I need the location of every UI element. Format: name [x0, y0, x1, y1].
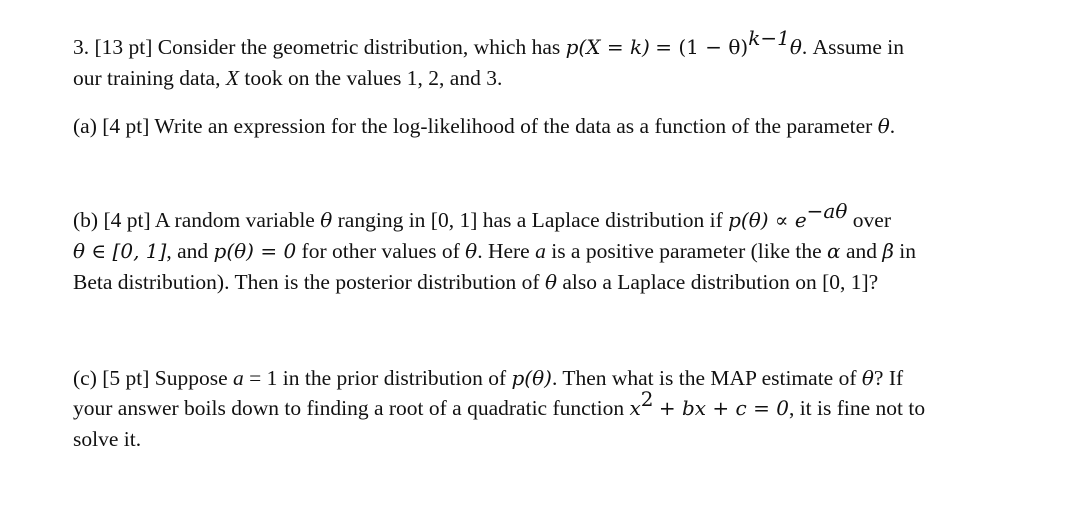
pmf-lhs: p(X = k) [565, 35, 650, 59]
part-c-line-2 [73, 387, 926, 420]
part-a-text: Write an expression for the log-likelihood of the data as a function of the parameter [154, 114, 873, 138]
part-a [73, 116, 895, 138]
question-header: 3. [13 pt] [73, 35, 153, 59]
part-b-l2-text-b: for other values of [301, 239, 460, 263]
part-b-line-2 [73, 241, 916, 263]
beta-symbol: β [882, 239, 894, 263]
pmf-rhs: (1 − θ) [678, 35, 749, 59]
pmf-theta: θ [789, 35, 802, 59]
part-c-l2-text-b: , it is fine not to [788, 396, 926, 420]
part-a-theta: θ [877, 114, 890, 138]
quadratic-x: x [629, 396, 641, 420]
part-b-l3-text-a: Beta distribution). Then is the posterior distribution of [73, 270, 540, 294]
part-c-a-var: a [233, 366, 244, 390]
laplace-prior-exponent: −aθ [806, 199, 848, 223]
part-c-theta: θ [861, 366, 874, 390]
part-a-period: . [889, 114, 896, 138]
part-c-l3-text: solve it. [73, 427, 142, 451]
variable-x: X [225, 66, 239, 90]
part-b-l2-text-c: . Here [477, 239, 530, 263]
question-line-1: 3. [13 pt] Consider the geometric distribution, which has $p(X = k) = (1 - \theta)^{k-1}\theta$. Assume in [73, 26, 904, 59]
question-intro-text: Consider the geometric distribution, which has [157, 35, 561, 59]
part-c-text-3: . Then what is the MAP estimate of [551, 366, 857, 390]
question-line2-text-b: took on the values 1, 2, and 3. [244, 66, 503, 90]
question-line-2 [73, 68, 502, 90]
question-line2-text-a: our training data, [73, 66, 221, 90]
part-c-l2-text-a: your answer boils down to finding a root of a quadratic function [73, 396, 625, 420]
part-a-label: (a) [4 pt] [73, 114, 150, 138]
part-c-label: (c) [5 pt] [73, 366, 150, 390]
quadratic-rest: + bx + c = 0 [658, 396, 789, 420]
part-b-theta: θ [320, 208, 333, 232]
part-b-a-var: a [535, 239, 546, 263]
question-intro-end: . Assume in [801, 35, 904, 59]
part-b-l3-text-b: also a Laplace distribution on [0, 1]? [562, 270, 879, 294]
part-c-text-2: = 1 in the prior distribution of [249, 366, 507, 390]
part-b-label: (b) [4 pt] [73, 208, 151, 232]
part-b-line-1 [73, 199, 891, 232]
part-b-l2-text-d: is a positive parameter (like the [551, 239, 822, 263]
theta-set: θ ∈ [0, 1] [73, 239, 167, 263]
part-b-l2-text-f: in [899, 239, 917, 263]
part-b-text-1: A random variable [154, 208, 315, 232]
laplace-prior: p(θ) ∝ e [728, 208, 807, 232]
part-c-line-3 [73, 429, 141, 451]
part-b-l2-theta: θ [465, 239, 478, 263]
part-c-prior: p(θ) [511, 366, 552, 390]
pmf-exponent: k−1 [748, 26, 790, 50]
part-b-text-2: ranging in [0, 1] has a Laplace distribution if [337, 208, 723, 232]
part-c-line-1 [73, 368, 903, 390]
quadratic-exponent: 2 [640, 387, 654, 411]
part-b-l3-theta: θ [544, 270, 557, 294]
part-b-text-3: over [852, 208, 891, 232]
part-b-line-3 [73, 272, 878, 294]
part-c-text-4: ? If [873, 366, 904, 390]
alpha-symbol: α [827, 239, 841, 263]
prior-zero: p(θ) = 0 [213, 239, 297, 263]
part-b-l2-text-a: , and [166, 239, 209, 263]
part-b-l2-text-e: and [845, 239, 877, 263]
part-c-text-1: Suppose [154, 366, 228, 390]
